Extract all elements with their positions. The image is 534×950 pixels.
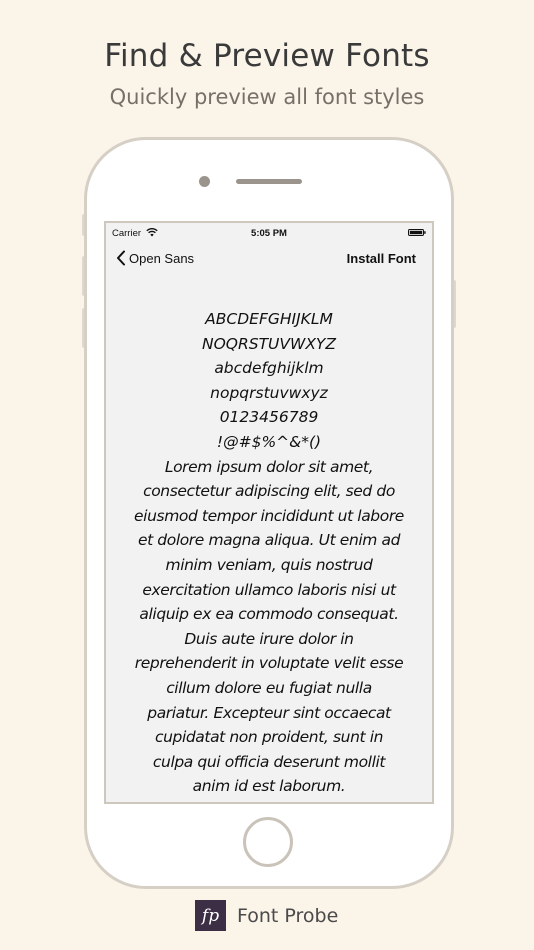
chevron-left-icon xyxy=(116,250,126,266)
preview-text-line: exercitation ullamco laboris nisi ut xyxy=(142,580,396,599)
subheadline: Quickly preview all font styles xyxy=(109,85,425,109)
preview-text-line: Lorem ipsum dolor sit amet, xyxy=(164,457,374,476)
preview-text-line: anim id est laborum. xyxy=(192,777,346,796)
font-preview[interactable] xyxy=(106,307,432,799)
preview-text-line: et dolore magna aliqua. Ut enim ad xyxy=(137,531,401,550)
preview-text-line: culpa qui officia deserunt mollit xyxy=(152,752,386,771)
battery-icon xyxy=(408,229,426,236)
front-camera xyxy=(199,176,210,187)
headline: Find & Preview Fonts xyxy=(104,38,430,74)
navigation-bar xyxy=(106,245,432,275)
carrier-label: Carrier xyxy=(112,228,142,239)
app-logo-icon: fp xyxy=(195,900,226,931)
preview-text-line: eiusmod tempor incididunt ut labore xyxy=(134,506,404,525)
status-time: 5:05 PM xyxy=(251,228,287,239)
brand-footer xyxy=(195,900,338,931)
preview-text-line: Duis aute irure dolor in xyxy=(184,629,354,648)
preview-glyph-line: !@#$%^&*() xyxy=(216,432,322,451)
preview-glyph-line: 0123456789 xyxy=(219,408,319,427)
back-button[interactable] xyxy=(116,250,194,266)
preview-text-line: cupidatat non proident, sunt in xyxy=(154,728,384,747)
preview-text-line: minim veniam, quis nostrud xyxy=(165,555,373,574)
preview-glyph-line: ABCDEFGHIJKLM xyxy=(205,310,333,328)
status-bar xyxy=(106,223,432,245)
back-button-label: Open Sans xyxy=(129,250,195,266)
earpiece-speaker xyxy=(236,179,302,184)
preview-text-line: pariatur. Excepteur sint occaecat xyxy=(147,703,391,722)
install-font-button[interactable]: Install Font xyxy=(346,251,416,266)
preview-text-line: consectetur adipiscing elit, sed do xyxy=(143,482,395,501)
preview-glyph-line: abcdefghijklm xyxy=(214,359,324,378)
phone-screen xyxy=(104,221,434,804)
preview-glyph-line: NOQRSTUVWXYZ xyxy=(201,334,337,353)
preview-text-line: aliquip ex ea commodo consequat. xyxy=(139,605,399,624)
preview-text-line: cillum dolore eu fugiat nulla xyxy=(166,678,372,697)
preview-text-line: reprehenderit in voluptate velit esse xyxy=(134,654,404,673)
preview-glyph-line: nopqrstuvwxyz xyxy=(210,383,328,402)
brand-name: Font Probe xyxy=(237,904,339,927)
home-button[interactable] xyxy=(243,817,293,867)
